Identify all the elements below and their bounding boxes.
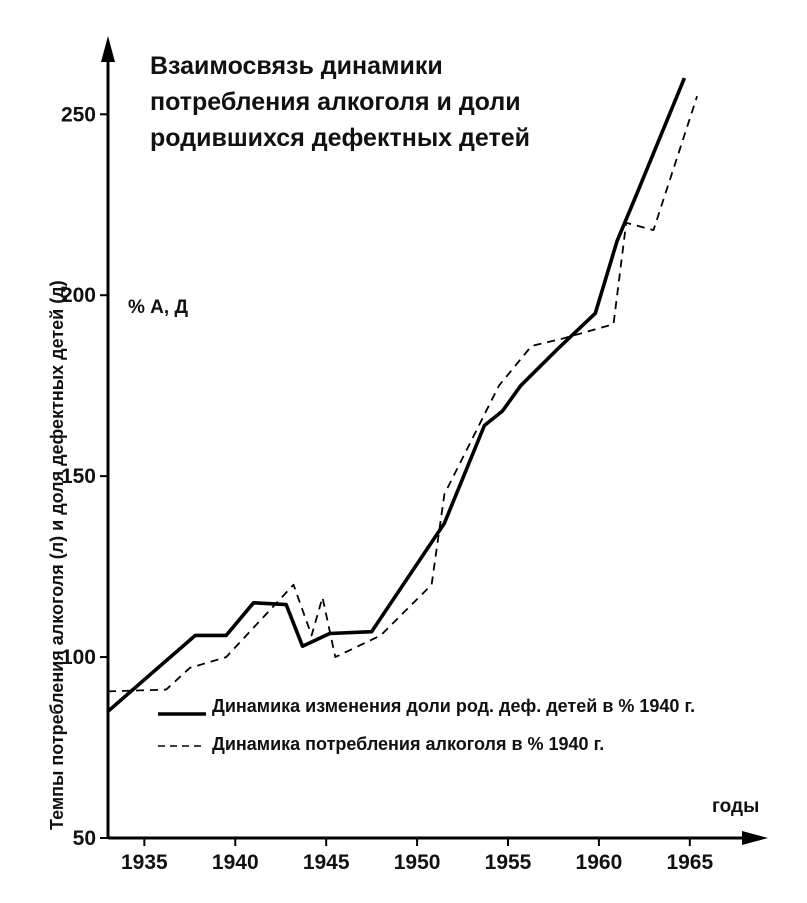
y-axis-label: Темпы потребления алкоголя (л) и доля дефектных детей (д) — [47, 280, 67, 830]
x-tick-label: 1965 — [666, 851, 714, 874]
y-tick-label: 50 — [72, 827, 96, 850]
x-tick-label: 1940 — [211, 851, 259, 874]
y-tick-label: 200 — [60, 284, 96, 308]
x-ticks — [121, 838, 713, 874]
legend-label-alcohol-consumption: Динамика потребления алкоголя в % 1940 г. — [212, 734, 605, 754]
series-lines — [108, 78, 697, 711]
x-axis-label: годы — [712, 796, 760, 817]
x-tick-label: 1960 — [575, 851, 623, 874]
axes — [101, 36, 768, 845]
x-tick-label: 1935 — [121, 851, 168, 874]
series-line-alcohol-consumption — [108, 96, 697, 691]
chart-title-line-1: Взаимосвязь динамики — [150, 52, 443, 80]
x-tick-label: 1955 — [484, 851, 532, 874]
units-label: % А, Д — [128, 297, 188, 318]
legend-label-defective-children: Динамика изменения доли род. деф. детей в % 1940 г. — [212, 696, 696, 716]
chart-title-line-3: родившихся дефектных детей — [150, 124, 530, 152]
y-tick-label: 100 — [60, 646, 96, 670]
y-axis-arrow-icon — [101, 36, 115, 62]
series-line-defective-children — [108, 78, 684, 711]
x-tick-label: 1950 — [393, 851, 441, 874]
y-ticks — [61, 103, 108, 850]
legend — [158, 696, 695, 754]
x-axis-arrow-icon — [742, 831, 768, 845]
y-tick-label: 150 — [60, 465, 96, 489]
chart-title-line-2: потребления алкоголя и доли — [150, 88, 521, 116]
y-tick-label: 250 — [60, 103, 96, 127]
x-tick-label: 1945 — [302, 851, 350, 874]
